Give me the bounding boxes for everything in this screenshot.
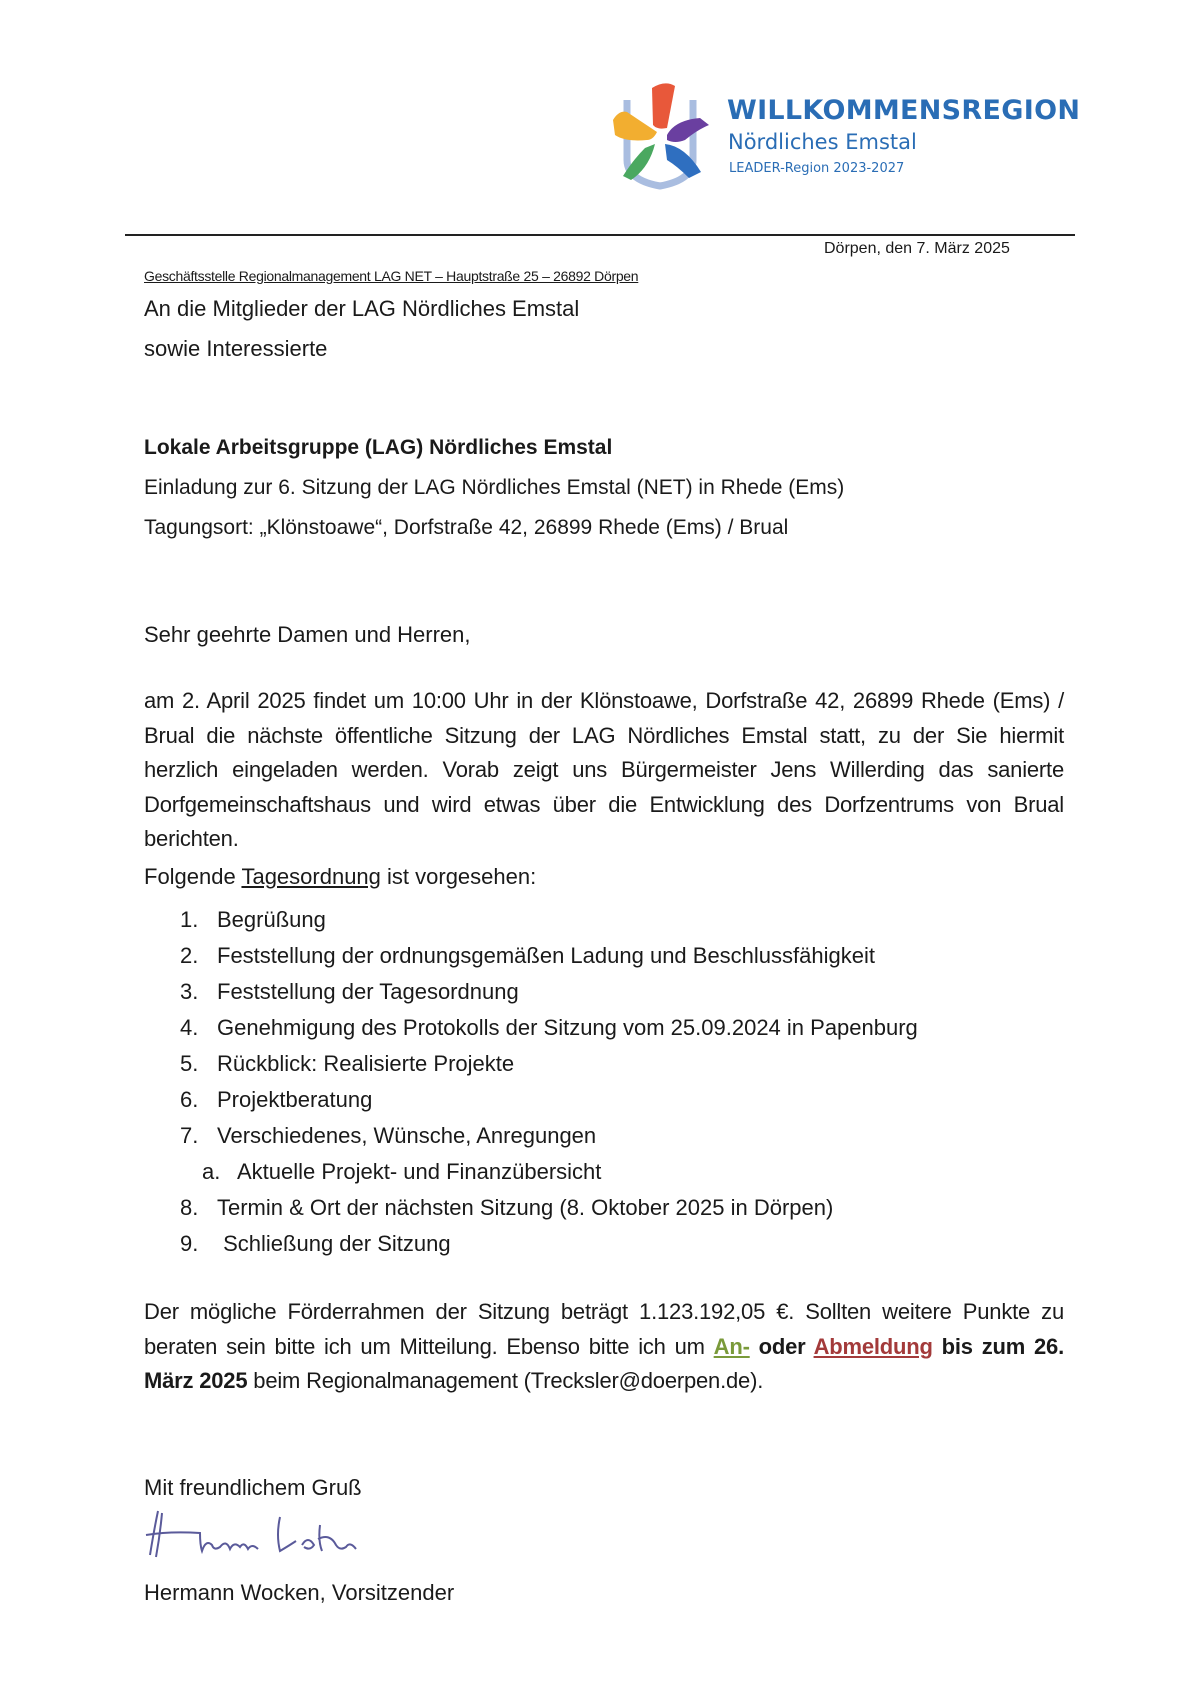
letter-date: Dörpen, den 7. März 2025	[824, 240, 1010, 257]
brand-subtitle: Nördliches Emstal	[728, 130, 917, 154]
agenda-item: 3. Feststellung der Tagesordnung	[180, 979, 519, 1004]
salutation: Sehr geehrte Damen und Herren,	[144, 622, 471, 647]
recipient-line-1: An die Mitglieder der LAG Nördliches Emstal	[144, 296, 580, 321]
agenda-item: 1. Begrüßung	[180, 907, 326, 932]
brand-title: WILLKOMMENSREGION	[727, 95, 1081, 126]
agenda-item: 8. Termin & Ort der nächsten Sitzung (8. Oktober 2025 in Dörpen)	[180, 1195, 834, 1220]
agenda-intro-text: Folgende	[144, 864, 242, 889]
agenda-item: 9. Schließung der Sitzung	[180, 1231, 451, 1256]
closing: Mit freundlichem Gruß	[144, 1475, 362, 1500]
agenda-item: 2. Feststellung der ordnungsgemäßen Ladung und Beschlussfähigkeit	[180, 943, 875, 968]
agenda-item: 7. Verschiedenes, Wünsche, Anregungen	[180, 1123, 597, 1148]
deadline: bis zum 26. März 2025	[144, 1333, 1064, 1393]
agenda-item: 5. Rückblick: Realisierte Projekte	[180, 1051, 515, 1076]
letter-venue: Tagungsort: „Klönstoawe“, Dorfstraße 42, 26899 Rhede (Ems) / Brual	[144, 516, 789, 539]
sender-address-line: Geschäftsstelle Regionalmanagement LAG NET – Hauptstraße 25 – 26892 Dörpen	[144, 268, 639, 284]
body-paragraph: am 2. April 2025 findet um 10:00 Uhr in der Klönstoawe, Dorfstraße 42, 26899 Rhede (Ems) / Brual die nächste öffentliche Sitzung der LAG Nördliches Emstal statt, zu der Sie hiermit herzlich eingeladen werden. Vorab zeigt uns Bürgermeister Jens Willerding das sanierte Dorfgemeinschaftshaus und wird etwas über die Entwicklung des Dorfzentrums von Brual berichten.	[144, 688, 1064, 851]
recipient-line-2: sowie Interessierte	[144, 336, 328, 361]
funding-paragraph: Der mögliche Förderrahmen der Sitzung beträgt 1.123.192,05 €. Sollten weitere Punkte zu beraten sein bitte ich um Mitteilung. Ebenso bitte ich um An- oder Abmeldung bis zum 26. März 2025 beim Regionalmanagement (Trecksler@doerpen.de).	[144, 1299, 1064, 1393]
agenda-link[interactable]: Tagesordnung	[241, 864, 381, 889]
agenda-intro-text-end: ist vorgesehen:	[380, 864, 537, 889]
pinwheel-shield-logo-icon	[605, 80, 715, 190]
handwritten-signature-icon	[140, 1505, 400, 1565]
agenda-item: 6. Projektberatung	[180, 1087, 373, 1112]
agenda-intro	[144, 864, 536, 890]
agenda-list	[180, 902, 918, 1262]
registration-link[interactable]: An-	[713, 1333, 750, 1359]
agenda-subitem: a. Aktuelle Projekt- und Finanzübersicht	[202, 1159, 602, 1184]
letter-heading: Lokale Arbeitsgruppe (LAG) Nördliches Emstal	[144, 436, 613, 459]
header-divider	[125, 234, 1075, 236]
region-logo	[605, 80, 715, 190]
agenda-item: 4. Genehmigung des Protokolls der Sitzung vom 25.09.2024 in Papenburg	[180, 1015, 918, 1040]
letter-subject: Einladung zur 6. Sitzung der LAG Nördliches Emstal (NET) in Rhede (Ems)	[144, 476, 845, 499]
brand-tagline: LEADER-Region 2023-2027	[729, 161, 905, 176]
signer-name: Hermann Wocken, Vorsitzender	[144, 1580, 455, 1605]
deregistration-link[interactable]: Abmeldung	[813, 1333, 933, 1359]
